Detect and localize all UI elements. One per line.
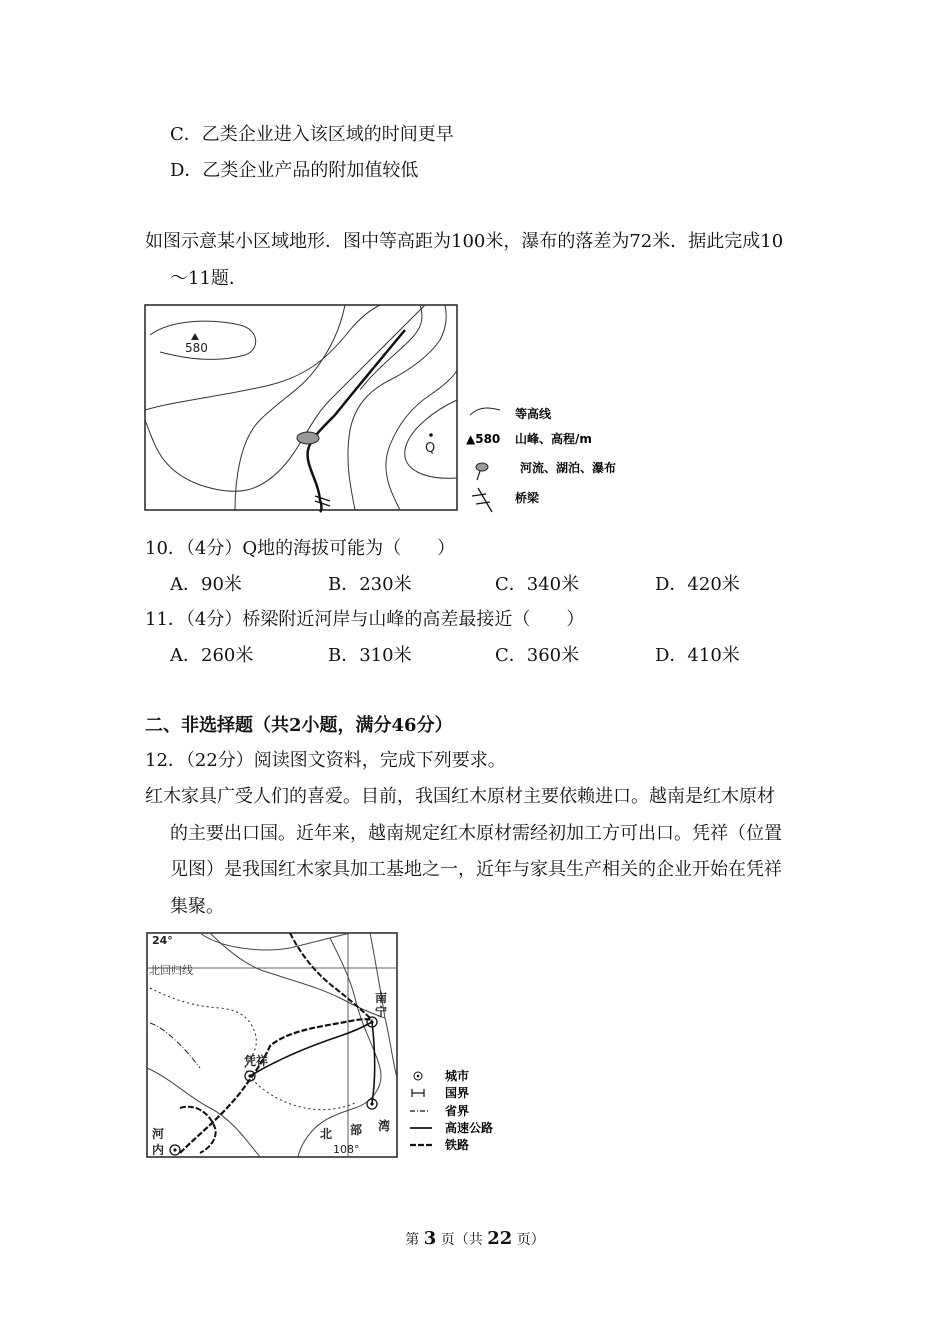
intro-line-2: ～11题． (170, 268, 247, 289)
legend-bridge-icon (472, 488, 492, 512)
q12-paragraph-line-2: 的主要出口国。近年来，越南规定红木原材需经初加工方可出口。凭祥（位置 (170, 823, 782, 844)
city-nanning-label-2: 宁 (375, 1005, 388, 1019)
railway-line (180, 1019, 372, 1153)
q10-option-b: B．230米 (328, 574, 412, 595)
legend-peak-symbol: ▲580 (466, 432, 501, 446)
q11-option-b: B．310米 (328, 645, 412, 666)
footer-page-number: 3 (423, 1228, 437, 1249)
peak-icon (191, 333, 199, 340)
intro-line-1: 如图示意某小区域地形．图中等高距为100米，瀑布的落差为72米．据此完成10 (145, 231, 784, 252)
contour-lines (145, 305, 457, 510)
national-border-line (150, 988, 355, 1110)
legend-highway: 高速公路 (445, 1121, 494, 1135)
city-hanoi-icon (170, 1145, 180, 1155)
section-2-title: 二、非选择题（共2小题，满分46分） (145, 715, 453, 736)
topo-map-frame (145, 305, 457, 510)
gulf-label-2: 部 (350, 1123, 363, 1137)
q11-option-d: D．410米 (655, 645, 740, 666)
legend-peak: 山峰、高程/m (515, 432, 592, 446)
lake (297, 432, 319, 444)
legend-city: 城市 (445, 1069, 470, 1083)
q11-option-c: C．360米 (495, 645, 580, 666)
regional-map (140, 928, 520, 1164)
q12-paragraph-line-3: 见图）是我国红木家具加工基地之一，近年与家具生产相关的企业开始在凭祥 (170, 859, 782, 880)
q10-option-c: C．340米 (495, 574, 580, 595)
gulf-label-3: 湾 (378, 1119, 391, 1133)
provincial-border-line (150, 1023, 200, 1068)
q-point-icon (429, 433, 433, 437)
legend-contour-icon (470, 408, 500, 415)
legend-national-border-icon (412, 1089, 424, 1097)
q11-option-a: A．260米 (170, 645, 254, 666)
legend-city-icon (414, 1072, 422, 1080)
legend-national-border: 国界 (445, 1086, 470, 1100)
city-hanoi-label-1: 河 (152, 1127, 165, 1141)
city-pingxiang-label: 凭祥 (244, 1054, 269, 1068)
gulf-label-1: 北 (320, 1127, 333, 1141)
legend-water-icon (476, 463, 488, 471)
q12-paragraph-line-4: 集聚。 (170, 896, 224, 917)
peak-elevation-label: 580 (185, 341, 208, 355)
option-c-prev: C．乙类企业进入该区域的时间更早 (170, 124, 454, 145)
legend-bridge: 桥梁 (515, 491, 540, 505)
latitude-label: 24° (152, 934, 173, 947)
q-point-label: Q (425, 441, 436, 456)
legend-water: 河流、湖泊、瀑布 (520, 461, 617, 475)
page-footer (0, 1228, 950, 1249)
q12-stem: 12．（22分）阅读图文资料，完成下列要求。 (145, 750, 506, 771)
city-nanning-label-1: 南 (375, 991, 388, 1005)
q10-stem: 10．（4分）Q地的海拔可能为（ ） (145, 538, 456, 559)
footer-mid: 页（共 (440, 1232, 483, 1248)
legend-provincial-border: 省界 (445, 1104, 470, 1118)
q11-stem: 11．（4分）桥梁附近河岸与山峰的高差最接近（ ） (145, 609, 585, 630)
river (308, 330, 405, 512)
tropic-label: 北回归线 (149, 964, 193, 977)
footer-pre: 第 (405, 1232, 420, 1248)
topographic-map (140, 300, 640, 520)
q10-option-d: D．420米 (655, 574, 740, 595)
footer-post: 页） (516, 1232, 545, 1248)
longitude-label: 108° (333, 1143, 360, 1156)
footer-total-pages: 22 (487, 1228, 513, 1249)
q10-option-a: A．90米 (170, 574, 242, 595)
legend-railway: 铁路 (445, 1138, 470, 1152)
city-hanoi-label-2: 内 (152, 1143, 165, 1157)
q12-paragraph-line-1: 红木家具广受人们的喜爱。目前，我国红木原材主要依赖进口。越南是红木原材 (145, 786, 775, 807)
legend-contour: 等高线 (515, 407, 552, 421)
option-d-prev: D．乙类企业产品的附加值较低 (170, 160, 419, 181)
